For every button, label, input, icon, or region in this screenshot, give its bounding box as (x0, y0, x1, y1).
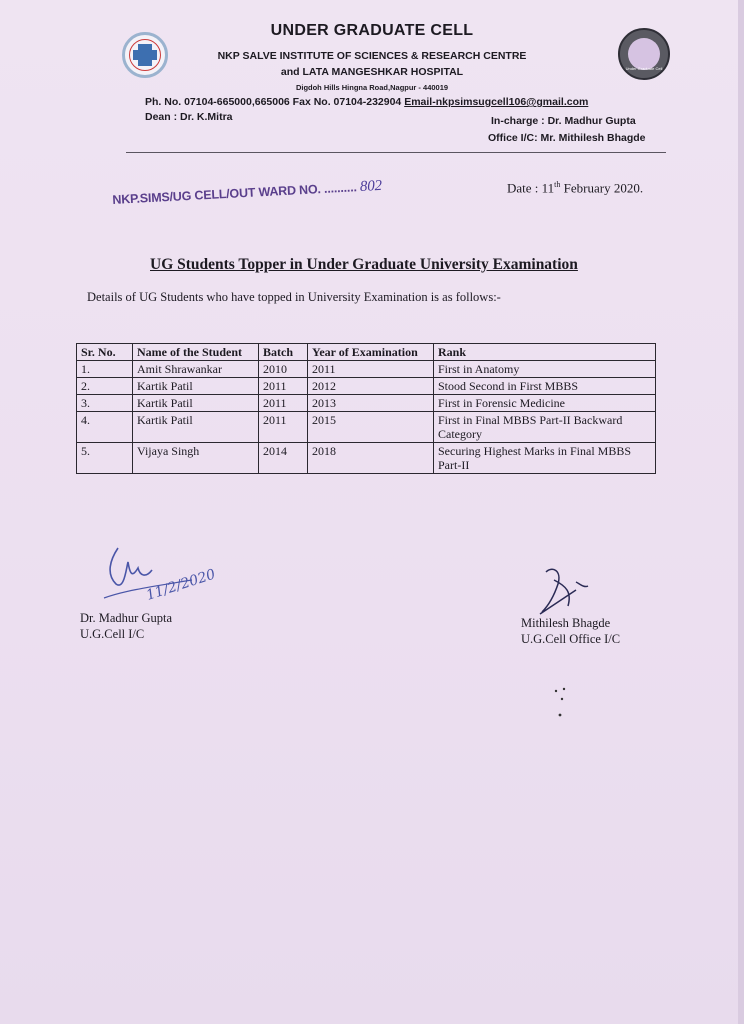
table-row (77, 443, 656, 474)
cell-rank: First in Anatomy (434, 361, 656, 378)
cell-batch: 2010 (259, 361, 308, 378)
date-suffix: February 2020. (560, 180, 644, 196)
outward-label: NKP.SIMS/UG CELL/OUT WARD NO. .......... (112, 180, 358, 207)
cell-sr: 5. (77, 443, 133, 474)
speck-marks-icon (552, 685, 582, 725)
cell-name: Kartik Patil (133, 378, 259, 395)
date-prefix: Date : 11 (507, 180, 555, 196)
right-signatory-name: Mithilesh Bhagde (521, 616, 611, 630)
letterhead-title: UNDER GRADUATE CELL (270, 22, 474, 39)
cell-year: 2012 (308, 378, 434, 395)
page-edge (738, 0, 744, 1024)
cell-name: Kartik Patil (133, 412, 259, 443)
cell-year: 2015 (308, 412, 434, 443)
cell-batch: 2014 (259, 443, 308, 474)
col-name: Name of the Student (133, 344, 259, 361)
cell-name: Kartik Patil (133, 395, 259, 412)
cell-year: 2018 (308, 443, 434, 474)
col-batch: Batch (259, 344, 308, 361)
table-row (77, 361, 656, 378)
logo-right-text: Under Graduate Cell (625, 66, 663, 71)
cell-sr: 1. (77, 361, 133, 378)
hospital-name: and LATA MANGESHKAR HOSPITAL (280, 66, 464, 78)
incharge-line: In-charge : Dr. Madhur Gupta (491, 115, 636, 127)
cell-rank: Securing Highest Marks in Final MBBS Part-II (434, 443, 656, 474)
cell-rank: First in Final MBBS Part-II Backward Category (434, 412, 656, 443)
cell-batch: 2011 (259, 395, 308, 412)
cell-sr: 3. (77, 395, 133, 412)
header-divider (126, 152, 666, 153)
phone-fax: Ph. No. 07104-665000,665006 Fax No. 07104-232904 (145, 96, 402, 108)
col-rank: Rank (434, 344, 656, 361)
document-title: UG Students Topper in Under Graduate University Examination (150, 256, 578, 273)
address: Digdoh Hills Hingna Road,Nagpur - 440019 (295, 83, 449, 92)
date-sup: th (554, 180, 561, 189)
cell-batch: 2011 (259, 412, 308, 443)
left-signature-date: 11/2/2020 (144, 566, 218, 604)
cell-sr: 4. (77, 412, 133, 443)
cell-rank: Stood Second in First MBBS (434, 378, 656, 395)
table-header-row (77, 344, 656, 361)
cell-batch: 2011 (259, 378, 308, 395)
cell-name: Vijaya Singh (133, 443, 259, 474)
table-row (77, 378, 656, 395)
outward-number: 802 (359, 177, 383, 196)
office-ic-line: Office I/C: Mr. Mithilesh Bhagde (488, 132, 646, 144)
cell-year: 2011 (308, 361, 434, 378)
institute-name: NKP SALVE INSTITUTE OF SCIENCES & RESEARCH CENTRE (217, 50, 527, 62)
table-row (77, 412, 656, 443)
cell-name: Amit Shrawankar (133, 361, 259, 378)
left-signatory-name: Dr. Madhur Gupta (80, 611, 172, 625)
table-row (77, 395, 656, 412)
email-link[interactable]: Email-nkpsimsugcell106@gmail.com (404, 96, 589, 108)
right-signatory (521, 615, 620, 647)
cell-rank: First in Forensic Medicine (434, 395, 656, 412)
col-sr: Sr. No. (77, 344, 133, 361)
right-signature-scribble-icon (532, 562, 602, 622)
dean-line: Dean : Dr. K.Mitra (145, 111, 233, 123)
intro-text: Details of UG Students who have topped in University Examination is as follows:- (87, 290, 501, 304)
cell-year: 2013 (308, 395, 434, 412)
cell-sr: 2. (77, 378, 133, 395)
toppers-table (76, 343, 656, 474)
right-signatory-role: U.G.Cell Office I/C (521, 632, 621, 646)
contact-line (145, 96, 588, 108)
left-signatory (80, 610, 172, 642)
letter-date (507, 180, 643, 196)
col-year: Year of Examination (308, 344, 434, 361)
left-signatory-role: U.G.Cell I/C (80, 627, 145, 641)
left-signature-scribble-icon (96, 540, 226, 610)
outward-stamp (112, 178, 382, 209)
